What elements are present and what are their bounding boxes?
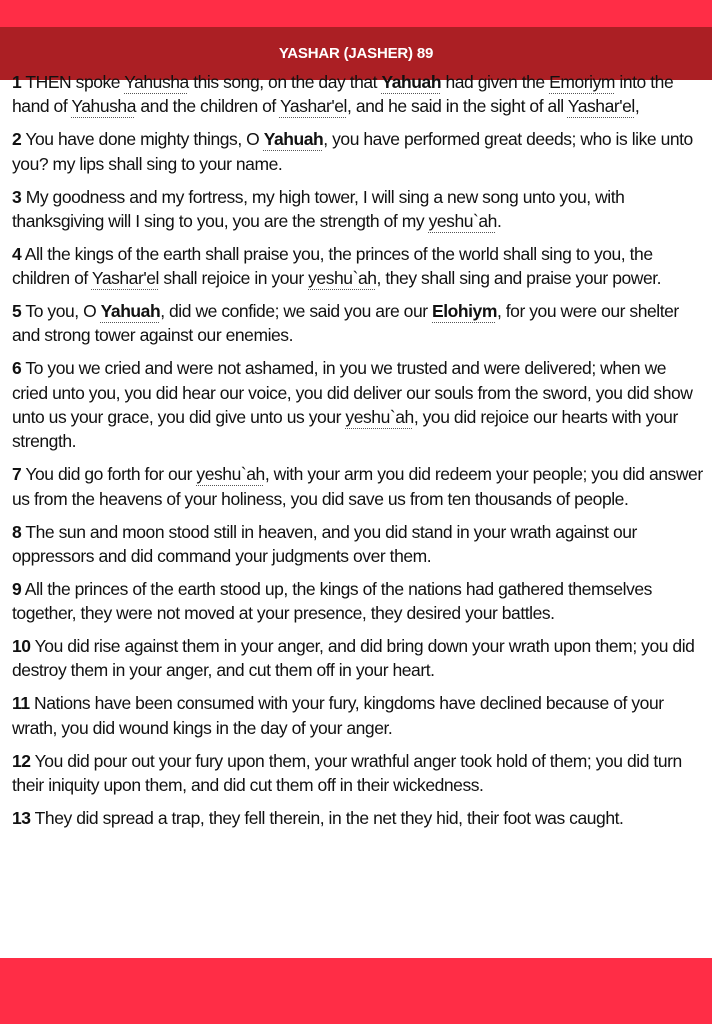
- glossary-link[interactable]: Yahusha: [124, 72, 189, 92]
- verse-number: 4: [12, 243, 22, 264]
- glossary-link[interactable]: Yashar'el: [91, 268, 159, 289]
- verse-text: My goodness and my fortress, my high tower, I will sing a new song unto you, with thanksgiving will I sing to you, you are the strength of my: [12, 186, 625, 231]
- verse-text: To you, O: [21, 301, 101, 322]
- verse-7: [12, 462, 704, 511]
- verse-text: All the princes of the earth stood up, the kings of the nations had gathered themselves together, they were not moved at your presence, they desired your battles.: [12, 578, 652, 624]
- verse-text: You did pour out your fury upon them, your wrathful anger took hold of them; you did turn their iniquity upon them, and did cut them off in their wickedness.: [12, 750, 682, 795]
- verse-6: [12, 356, 704, 453]
- verse-number: 3: [12, 186, 22, 207]
- verse-text: .: [496, 210, 502, 231]
- verse-8: [12, 520, 704, 569]
- verse-text: this song, on the day that: [188, 72, 382, 92]
- verse-2: [12, 127, 704, 176]
- verse-number: 9: [12, 578, 22, 599]
- verse-4: [12, 242, 704, 291]
- glossary-link[interactable]: Emoriym: [549, 72, 616, 92]
- verse-text: , did we confide; we said you are our: [160, 301, 433, 322]
- verse-text: THEN spoke: [21, 72, 125, 92]
- verse-text: You did go forth for our: [21, 464, 197, 485]
- verse-9: [12, 577, 704, 626]
- glossary-link[interactable]: yeshu`ah: [308, 268, 377, 289]
- bottom-bar: [0, 958, 712, 1024]
- verse-number: 11: [12, 693, 30, 714]
- verse-10: [12, 634, 704, 683]
- verse-1: [12, 70, 704, 119]
- divine-name-link[interactable]: Yahuah: [381, 72, 442, 92]
- verse-text: Nations have been consumed with your fury, kingdoms have declined because of your wrath, you did wound kings in the day of your anger.: [12, 693, 664, 738]
- verse-number: 13: [12, 807, 31, 828]
- verse-text: shall rejoice in your: [158, 268, 309, 289]
- divine-name-link[interactable]: Elohiym: [432, 301, 497, 322]
- verse-text: The sun and moon stood still in heaven, and you did stand in your wrath against our oppressors and did command your judgments over them.: [12, 521, 637, 566]
- verse-number: 6: [12, 358, 22, 379]
- verse-text: You have done mighty things, O: [21, 129, 264, 150]
- verse-number: 7: [12, 464, 22, 485]
- verse-number: 2: [12, 129, 22, 150]
- verse-text: , you have performed great deeds; who is like unto you? my lips shall sing to your name.: [12, 129, 693, 174]
- divine-name-link[interactable]: Yahuah: [100, 301, 161, 322]
- verse-5: [12, 299, 704, 348]
- verse-text: , with your arm you did redeem your people; you did answer us from the heavens of your holiness, you did save us from ten thousands of people.: [12, 464, 703, 509]
- verse-11: [12, 691, 704, 740]
- verse-3: [12, 185, 704, 234]
- verse-text: You did rise against them in your anger, and did bring down your wrath upon them; you did destroy them in your anger, and cut them off in your heart.: [12, 636, 695, 681]
- verse-number: 10: [12, 636, 31, 657]
- verse-number: 12: [12, 750, 31, 771]
- verse-text: had given the: [441, 72, 550, 92]
- verse-text: ,: [634, 96, 640, 117]
- verse-text: , and he said in the sight of all: [347, 96, 568, 117]
- verse-text: To you we cried and were not ashamed, in you we trusted and were delivered; when we cried unto you, you did hear our voice, you did deliver our souls from the sword, you did show unto us your grace, you did give unto us your: [12, 358, 693, 427]
- verse-number: 1: [12, 72, 22, 92]
- glossary-link[interactable]: Yashar'el: [279, 96, 347, 117]
- divine-name-link[interactable]: Yahuah: [263, 129, 324, 150]
- glossary-link[interactable]: yeshu`ah: [428, 210, 497, 231]
- verse-text: , they shall sing and praise your power.: [376, 268, 662, 289]
- verse-text: They did spread a trap, they fell therein, in the net they hid, their foot was caught.: [30, 807, 624, 828]
- verse-text: All the kings of the earth shall praise you, the princes of the world shall sing to you, the children of: [12, 243, 653, 289]
- verse-12: [12, 749, 704, 798]
- status-bar: [0, 0, 712, 27]
- glossary-link[interactable]: Yahusha: [71, 96, 136, 117]
- verse-number: 8: [12, 521, 22, 542]
- verse-text: and the children of: [135, 96, 280, 117]
- verse-text: into the hand of: [12, 72, 674, 117]
- glossary-link[interactable]: yeshu`ah: [345, 407, 414, 427]
- chapter-text[interactable]: [12, 70, 704, 839]
- page-title: YASHAR (JASHER) 89: [278, 45, 434, 62]
- verse-13: [12, 806, 704, 830]
- verse-text: , you did rejoice our hearts with your strength.: [12, 407, 678, 452]
- verse-number: 5: [12, 301, 22, 322]
- verse-text: , for you were our shelter and strong tower against our enemies.: [12, 301, 679, 346]
- glossary-link[interactable]: Yashar'el: [567, 96, 635, 117]
- glossary-link[interactable]: yeshu`ah: [196, 464, 265, 485]
